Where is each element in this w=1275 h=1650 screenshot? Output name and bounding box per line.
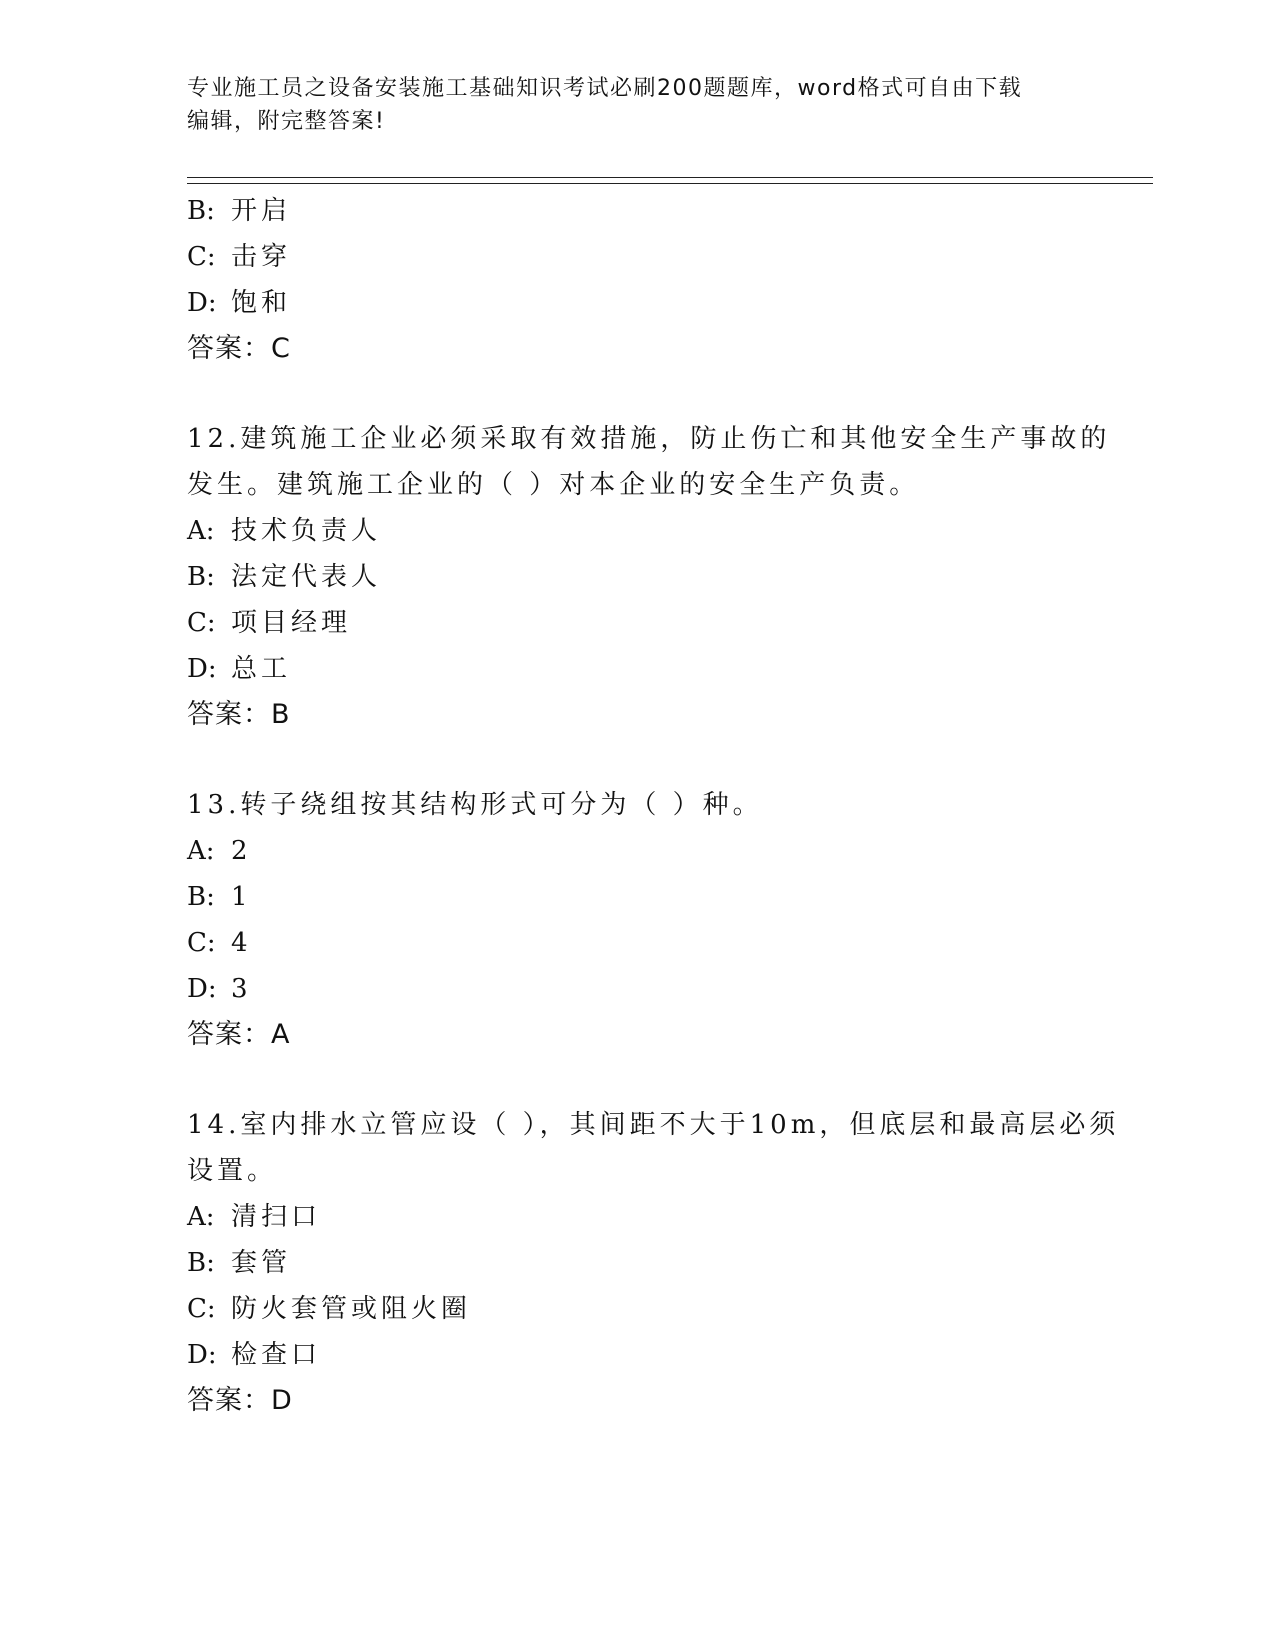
- option-label: D:: [187, 654, 217, 684]
- answer-line: 答案：C: [187, 333, 291, 364]
- question-text-line-1: 12.建筑施工企业必须采取有效措施，防止伤亡和其他安全生产事故的: [187, 424, 1111, 454]
- question-text-line-2: 设置。: [187, 1156, 278, 1186]
- question-14: [187, 1102, 1120, 1424]
- option-text: 技术负责人: [231, 516, 382, 546]
- answer-line: 答案：A: [187, 1019, 291, 1050]
- header-divider-top: [187, 177, 1153, 178]
- option-label: B:: [187, 1248, 215, 1278]
- option-c: [187, 600, 1087, 646]
- option-a: [187, 508, 1087, 554]
- option-label: C:: [187, 608, 216, 638]
- question-11: [187, 188, 1087, 372]
- option-text: 总工: [231, 654, 292, 684]
- option-text: 套管: [231, 1248, 292, 1278]
- option-b: [187, 1240, 1087, 1286]
- option-text: 项目经理: [231, 608, 352, 638]
- option-b: [187, 554, 1087, 600]
- option-text: 检查口: [231, 1340, 322, 1370]
- option-text: 3: [231, 974, 252, 1004]
- option-text: 4: [231, 928, 252, 958]
- question-12: [187, 416, 1111, 738]
- header-title-line-1: 专业施工员之设备安装施工基础知识考试必刷200题题库，word格式可自由下载: [187, 76, 1023, 101]
- question-13: [187, 782, 1087, 1058]
- option-d: [187, 646, 1087, 692]
- question-spacer: [187, 372, 1087, 416]
- question-text-line-1: 14.室内排水立管应设（ ），其间距不大于10m，但底层和最高层必须: [187, 1110, 1120, 1140]
- question-text-line-2: 发生。建筑施工企业的（ ）对本企业的安全生产负责。: [187, 470, 920, 500]
- option-text: 防火套管或阻火圈: [231, 1294, 472, 1324]
- option-text: 饱和: [231, 288, 292, 318]
- option-text: 1: [231, 882, 252, 912]
- answer-line: 答案：D: [187, 1385, 293, 1416]
- option-label: D:: [187, 1340, 217, 1370]
- option-text: 开启: [231, 196, 292, 226]
- option-label: B:: [187, 882, 215, 912]
- option-text: 清扫口: [231, 1202, 322, 1232]
- option-label: C:: [187, 928, 216, 958]
- option-c: [187, 234, 1087, 280]
- option-d: [187, 966, 1087, 1012]
- option-d: [187, 1332, 1087, 1378]
- option-a: [187, 1194, 1087, 1240]
- option-text: 法定代表人: [231, 562, 382, 592]
- question-spacer: [187, 1058, 1087, 1102]
- question-spacer: [187, 738, 1087, 782]
- option-c: [187, 920, 1087, 966]
- option-label: B:: [187, 562, 215, 592]
- option-label: D:: [187, 288, 217, 318]
- question-list: [187, 188, 1120, 1424]
- option-c: [187, 1286, 1087, 1332]
- option-a: [187, 828, 1087, 874]
- question-text-line-1: 13.转子绕组按其结构形式可分为（ ）种。: [187, 790, 763, 820]
- header-title-line-2: 编辑，附完整答案!: [187, 109, 386, 134]
- option-b: [187, 188, 1087, 234]
- option-d: [187, 280, 1087, 326]
- header-divider-bottom: [187, 183, 1153, 184]
- option-label: B:: [187, 196, 215, 226]
- option-label: A:: [187, 1202, 215, 1232]
- option-label: D:: [187, 974, 217, 1004]
- option-text: 2: [231, 836, 252, 866]
- option-text: 击穿: [231, 242, 292, 272]
- option-label: C:: [187, 1294, 216, 1324]
- answer-line: 答案：B: [187, 699, 291, 730]
- option-label: C:: [187, 242, 216, 272]
- document-header: [187, 72, 1087, 138]
- option-label: A:: [187, 836, 215, 866]
- option-label: A:: [187, 516, 215, 546]
- option-b: [187, 874, 1087, 920]
